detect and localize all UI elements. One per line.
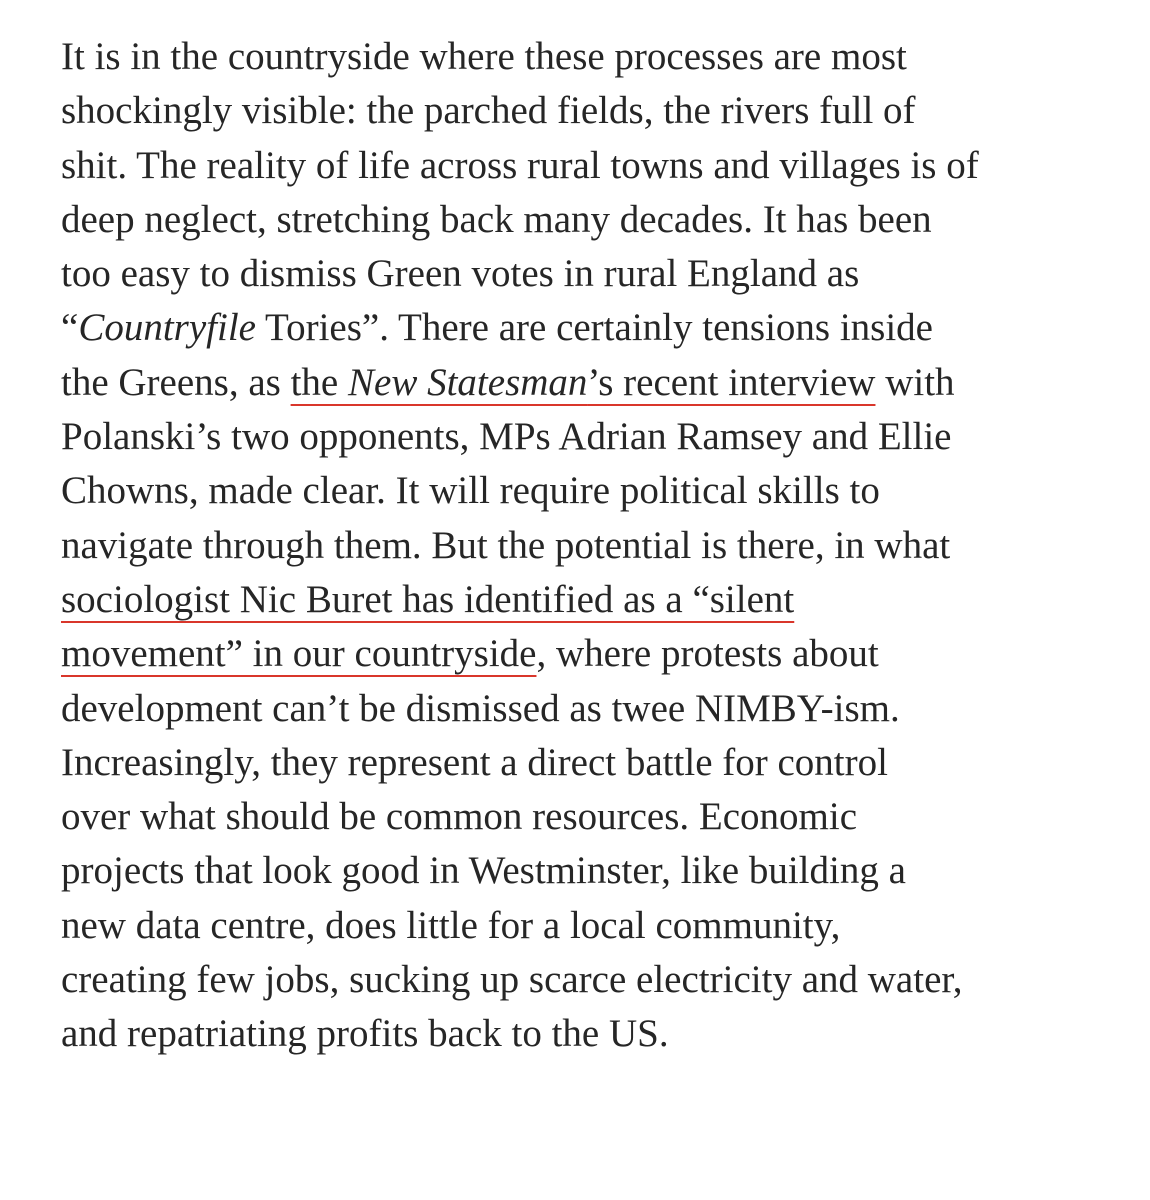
text-line-content: too easy to dismiss Green votes in rural England as	[61, 252, 860, 296]
new-statesman-italic: New Statesman	[348, 360, 588, 404]
link-text: the	[290, 360, 348, 404]
open-quote: “	[61, 306, 79, 350]
text-line	[61, 736, 1141, 790]
text-line-content: new data centre, does little for a local community,	[61, 903, 841, 947]
text-line	[61, 464, 1141, 518]
text-line	[61, 953, 1141, 1007]
text-line	[61, 139, 1141, 193]
text-line-content: Increasingly, they represent a direct battle for control	[61, 740, 888, 784]
text-line-content: shockingly visible: the parched fields, the rivers full of	[61, 89, 916, 133]
article-paragraph	[61, 30, 1141, 1062]
text-line	[61, 519, 1141, 573]
text-line-content: deep neglect, stretching back many decades. It has been	[61, 197, 932, 241]
text-line-content: It is in the countryside where these processes are most	[61, 35, 907, 78]
silent-movement-link[interactable]: sociologist Nic Buret has identified as a “silent	[61, 577, 795, 621]
text-line-content: projects that look good in Westminster, like building a	[61, 849, 906, 893]
text-line	[61, 844, 1141, 898]
text-line	[61, 573, 1141, 627]
text-line-content: shit. The reality of life across rural towns and villages is of	[61, 143, 979, 187]
text-line-content: Chowns, made clear. It will require political skills to	[61, 469, 880, 513]
text-line	[61, 193, 1141, 247]
text-line-content: creating few jobs, sucking up scarce electricity and water,	[61, 958, 963, 1002]
text-line-content: with	[875, 360, 955, 404]
link-text: ’s recent interview	[587, 360, 876, 404]
text-line-content: navigate through them. But the potential is there, in what	[61, 523, 951, 567]
text-line-content: , where protests about	[536, 632, 879, 676]
text-line	[61, 790, 1141, 844]
text-line	[61, 627, 1141, 681]
text-line-content: and repatriating profits back to the US.	[61, 1012, 669, 1056]
new-statesman-interview-link[interactable]	[291, 361, 876, 404]
text-line	[61, 1007, 1141, 1061]
text-line	[61, 301, 1141, 355]
text-line-content: development can’t be dismissed as twee NIMBY-ism.	[61, 686, 900, 730]
text-line	[61, 899, 1141, 953]
text-line	[61, 356, 1141, 410]
text-line	[61, 410, 1141, 464]
text-line	[61, 682, 1141, 736]
silent-movement-link-continued[interactable]: movement” in our countryside	[61, 632, 537, 676]
text-line-content: Polanski’s two opponents, MPs Adrian Ramsey and Ellie	[61, 415, 952, 459]
text-line	[61, 84, 1141, 138]
text-line-content: the Greens, as	[61, 360, 291, 404]
countryfile-italic: Countryfile	[78, 306, 256, 350]
text-line-content: over what should be common resources. Economic	[61, 795, 858, 839]
text-line	[61, 247, 1141, 301]
text-line	[61, 30, 1141, 84]
text-line-content: Tories”. There are certainly tensions inside	[255, 306, 933, 350]
